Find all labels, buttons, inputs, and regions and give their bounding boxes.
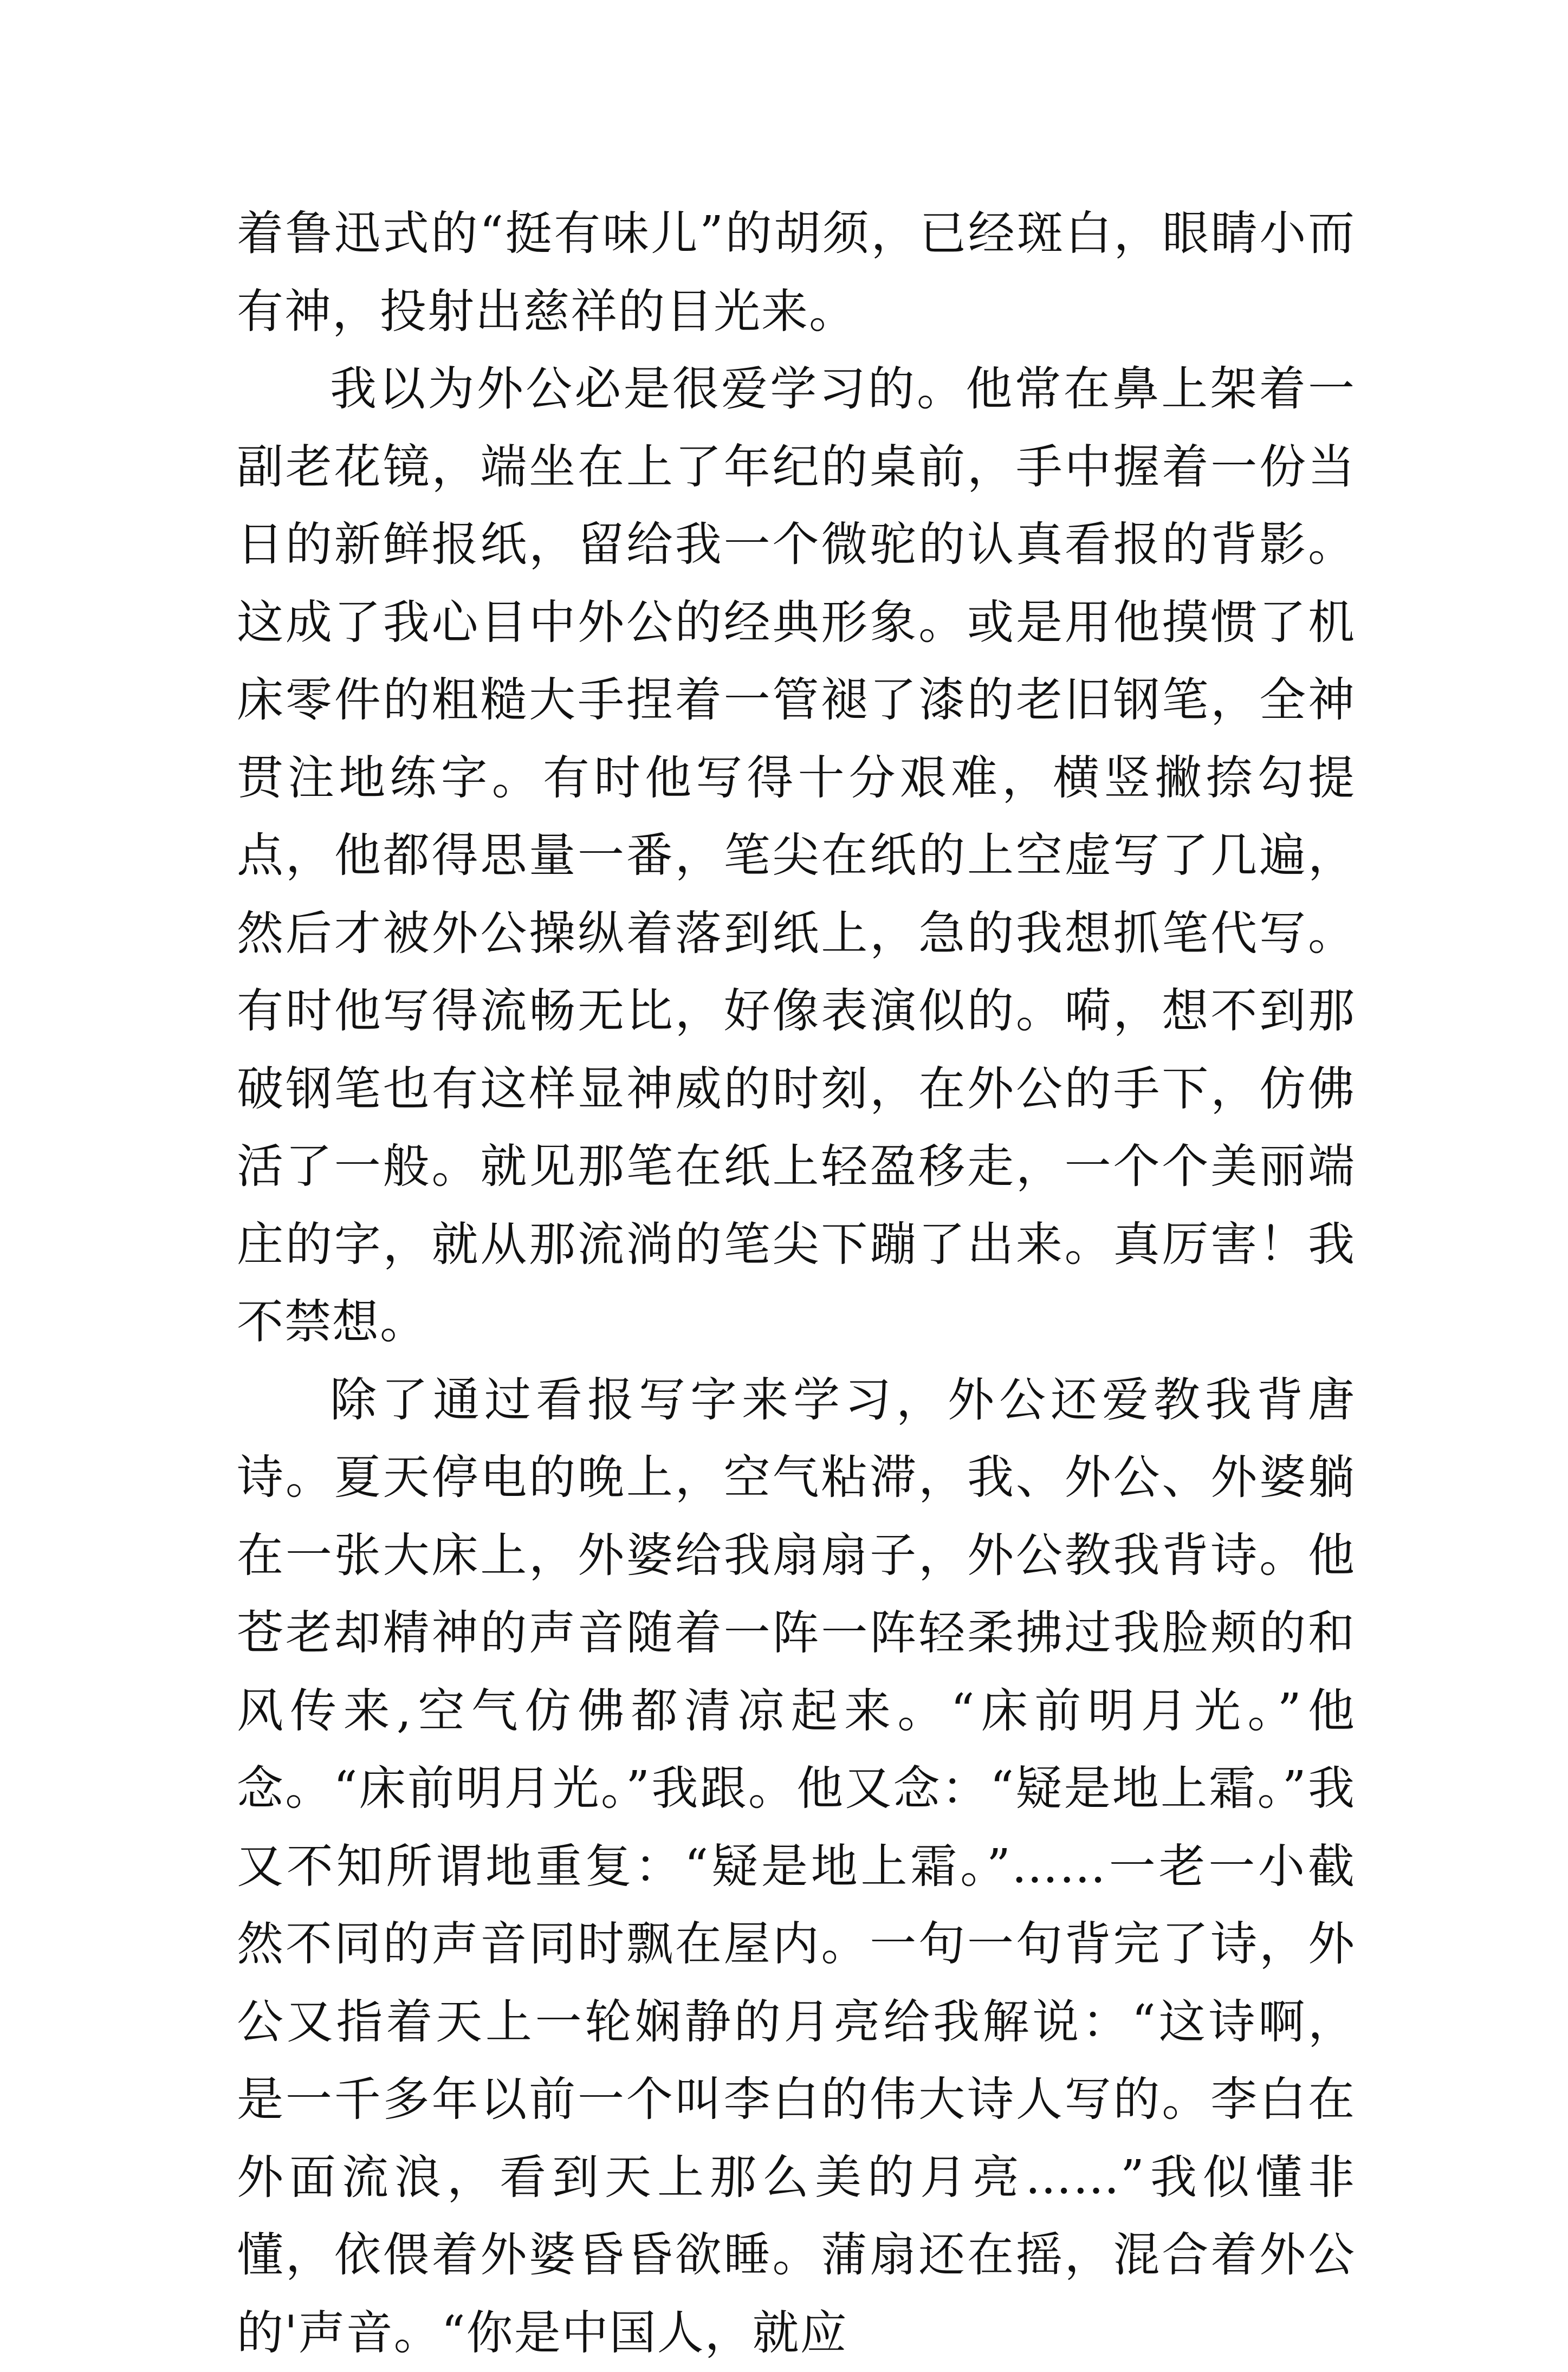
paragraph-3: 除了通过看报写字来学习，外公还爱教我背唐诗。夏天停电的晚上，空气粘滞，我、外公、外婆躺在一张大床上，外婆给我扇扇子，外公教我背诗。他苍老却精神的声音随着一阵一阵轻柔拂过我脸颊的和风传来,空气仿佛都清凉起来。“床前明月光。”他念。“床前明月光。”我跟。他又念：“疑是地上霜。”我又不知所谓地重复：“疑是地上霜。”……一老一小截然不同的声音同时飘在屋内。一句一句背完了诗，外公又指着天上一轮娴静的月亮给我解说：“这诗啊，是一千多年以前一个叫李白的伟大诗人写的。李白在外面流浪，看到天上那么美的月亮……”我似懂非懂，依偎着外婆昏昏欲睡。蒲扇还在摇，混合着外公的'声音。“你是中国人，就应: [237, 1362, 1356, 2372]
document-body: [237, 195, 1356, 2372]
paragraph-2: 我以为外公必是很爱学习的。他常在鼻上架着一副老花镜，端坐在上了年纪的桌前，手中握着一份当日的新鲜报纸，留给我一个微驼的认真看报的背影。这成了我心目中外公的经典形象。或是用他摸惯了机床零件的粗糙大手捏着一管褪了漆的老旧钢笔，全神贯注地练字。有时他写得十分艰难，横竖撇捺勾提点，他都得思量一番，笔尖在纸的上空虚写了几遍，然后才被外公操纵着落到纸上，急的我想抓笔代写。有时他写得流畅无比，好像表演似的。嗬，想不到那破钢笔也有这样显神威的时刻，在外公的手下，仿佛活了一般。就见那笔在纸上轻盈移走，一个个美丽端庄的字，就从那流淌的笔尖下蹦了出来。真厉害！我不禁想。: [237, 351, 1356, 1362]
paragraph-1: 着鲁迅式的“挺有味儿”的胡须，已经斑白，眼睛小而有神，投射出慈祥的目光来。: [237, 195, 1356, 351]
